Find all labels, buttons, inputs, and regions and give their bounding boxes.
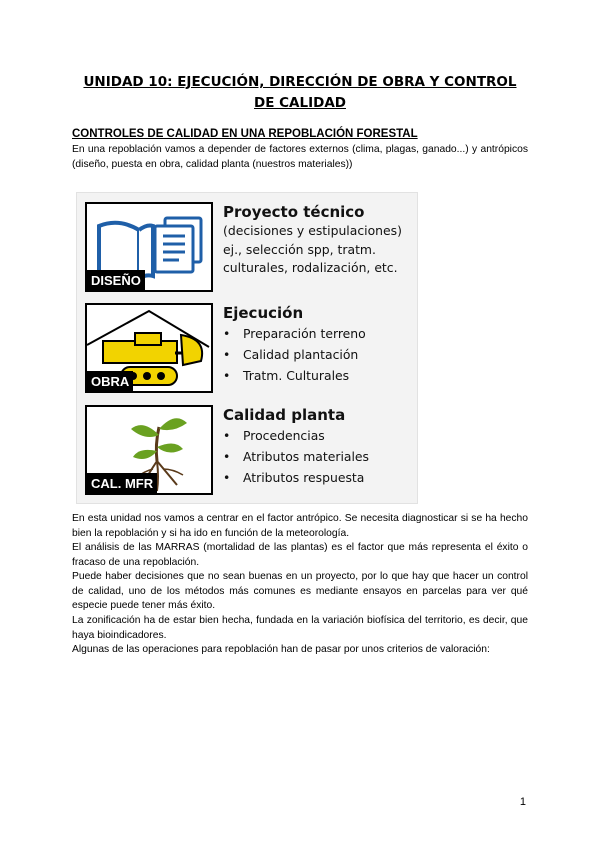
page-title (70, 72, 530, 114)
design-heading: Proyecto técnico (223, 203, 365, 221)
plant-quality-label: CAL. MFR (87, 473, 157, 493)
figure-row-design (85, 202, 411, 294)
works-heading: Ejecución (223, 304, 304, 322)
works-label: OBRA (87, 371, 133, 391)
figure-row-plant-quality (85, 405, 411, 497)
works-bullet: • Tratm. Culturales (223, 368, 350, 383)
works-bullet: • Calidad plantación (223, 347, 359, 362)
works-icon-box (85, 303, 213, 393)
page-number: 1 (519, 796, 526, 808)
body-paragraph: En esta unidad nos vamos a centrar en el factor antrópico. Se necesita diagnosticar si se ha hecho bien la repoblación y si ha ido en función de la meteorología. (72, 513, 528, 539)
plant-quality-bullet: • Atributos respuesta (223, 470, 365, 485)
plant-quality-bullet: • Atributos materiales (223, 449, 369, 464)
intro-paragraph: En una repoblación vamos a depender de factores externos (clima, plagas, ganado...) y antrópicos (diseño, puesta en obra, calidad planta (nuestros materiales)) (72, 144, 528, 170)
works-text (223, 303, 418, 386)
design-label: DISEÑO (87, 270, 145, 290)
design-icon-box (85, 202, 213, 292)
title-line-1: UNIDAD 10: EJECUCIÓN, DIRECCIÓN DE OBRA Y CONTROL (83, 74, 517, 90)
design-line: culturales, rodalización, etc. (223, 260, 398, 275)
body-paragraph: Algunas de las operaciones para repoblación han de pasar por unos criterios de valoración: (72, 644, 490, 655)
body-paragraph: El análisis de las MARRAS (mortalidad de las plantas) es el factor que más representa el éxito o fracaso de una repoblación. (72, 542, 528, 568)
plant-quality-text (223, 405, 418, 488)
works-bullet: • Preparación terreno (223, 326, 366, 341)
plant-quality-heading: Calidad planta (223, 406, 346, 424)
body-paragraph: Puede haber decisiones que no sean buenas en un proyecto, por lo que hay que hacer un control de calidad, uno de los métodos más comunes es mediante ensayos en parcelas para ver qué especie puede tener más éxito. (72, 571, 528, 611)
title-line-2: DE CALIDAD (254, 95, 346, 111)
figure-row-works (85, 303, 411, 395)
plant-quality-bullet: • Procedencias (223, 428, 325, 443)
design-text (223, 202, 418, 278)
plant-icon-box (85, 405, 213, 495)
section-heading: CONTROLES DE CALIDAD EN UNA REPOBLACIÓN FORESTAL (72, 128, 418, 140)
design-line: (decisiones y estipulaciones) (223, 223, 402, 238)
body-paragraph: La zonificación ha de estar bien hecha, fundada en la variación biofísica del territorio, es decir, que haya bioindicadores. (72, 615, 528, 641)
design-line: ej., selección spp, tratm. (223, 241, 376, 257)
figure-quality-factors (76, 192, 418, 504)
